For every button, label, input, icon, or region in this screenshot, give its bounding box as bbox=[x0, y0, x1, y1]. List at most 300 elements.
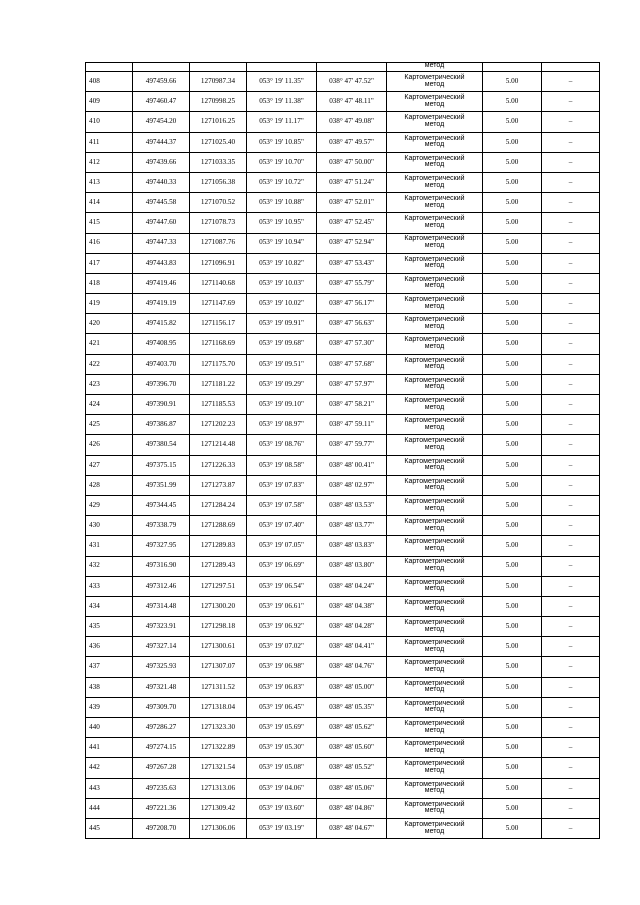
cell-extra: – bbox=[542, 516, 600, 536]
method-line-1: Картометрический bbox=[404, 73, 465, 81]
cell-point-number: 427 bbox=[86, 455, 133, 475]
cell-extra: – bbox=[542, 374, 600, 394]
cell-y-coordinate: 1271181.22 bbox=[190, 374, 247, 394]
cell-extra: – bbox=[542, 738, 600, 758]
method-line-2: метод bbox=[424, 787, 445, 795]
cell-x-coordinate: 497443.83 bbox=[133, 253, 190, 273]
cell-x-coordinate: 497447.60 bbox=[133, 213, 190, 233]
cell-point-number: 408 bbox=[86, 72, 133, 92]
cell-accuracy: 5.00 bbox=[483, 576, 542, 596]
method-line-1: Картометрический bbox=[404, 538, 465, 546]
cell-accuracy: 5.00 bbox=[483, 536, 542, 556]
cell-point-number: 434 bbox=[86, 596, 133, 616]
cell-longitude: 038° 47' 58.21" bbox=[317, 395, 387, 415]
cell-point-number: 425 bbox=[86, 415, 133, 435]
method-line-1: Картометрический bbox=[404, 820, 465, 828]
cell-accuracy: 5.00 bbox=[483, 637, 542, 657]
cell-point-number: 442 bbox=[86, 758, 133, 778]
cell-accuracy: 5.00 bbox=[483, 132, 542, 152]
cell-accuracy: 5.00 bbox=[483, 374, 542, 394]
cell-y-coordinate: 1271070.52 bbox=[190, 193, 247, 213]
table-row bbox=[86, 92, 600, 112]
method-line-2: метод bbox=[424, 484, 445, 492]
cell-accuracy: 5.00 bbox=[483, 818, 542, 838]
cell-extra: – bbox=[542, 132, 600, 152]
table-row bbox=[86, 193, 600, 213]
cell-method bbox=[387, 253, 483, 273]
cell-point-number: 415 bbox=[86, 213, 133, 233]
cell-longitude: 038° 48' 03.80" bbox=[317, 556, 387, 576]
method-line-1: Картометрический bbox=[404, 578, 465, 586]
cell-latitude: 053° 19' 11.38" bbox=[247, 92, 317, 112]
cell-extra: – bbox=[542, 778, 600, 798]
cell-latitude: 053° 19' 09.68" bbox=[247, 334, 317, 354]
method-line-1: Картометрический bbox=[404, 215, 465, 223]
table-row bbox=[86, 596, 600, 616]
cell-x-coordinate: 497396.70 bbox=[133, 374, 190, 394]
method-line-2: метод bbox=[424, 544, 445, 552]
cell-latitude: 053° 19' 09.10" bbox=[247, 395, 317, 415]
cell-y-coordinate: 1271202.23 bbox=[190, 415, 247, 435]
cell-latitude: 053° 19' 10.94" bbox=[247, 233, 317, 253]
cell-longitude: 038° 48' 05.62" bbox=[317, 718, 387, 738]
cell-point-number: 435 bbox=[86, 617, 133, 637]
method-line-1: Картометрический bbox=[404, 235, 465, 243]
cell-extra: – bbox=[542, 294, 600, 314]
table-row bbox=[86, 172, 600, 192]
cell-accuracy: 5.00 bbox=[483, 112, 542, 132]
cell-extra: – bbox=[542, 213, 600, 233]
cell-accuracy: 5.00 bbox=[483, 657, 542, 677]
table-row-continuation bbox=[86, 63, 600, 72]
cell-x-coordinate: 497419.46 bbox=[133, 273, 190, 293]
method-line-1: Картометрический bbox=[404, 316, 465, 324]
cell-accuracy: 5.00 bbox=[483, 697, 542, 717]
table-row bbox=[86, 556, 600, 576]
cell-method bbox=[387, 354, 483, 374]
cell-point-number: 430 bbox=[86, 516, 133, 536]
cell-longitude: 038° 48' 04.67" bbox=[317, 818, 387, 838]
cell-x-coordinate: 497375.15 bbox=[133, 455, 190, 475]
cell-y-coordinate: 1271185.53 bbox=[190, 395, 247, 415]
cell-y-coordinate: 1271016.25 bbox=[190, 112, 247, 132]
cell-empty bbox=[133, 63, 190, 72]
cell-extra: – bbox=[542, 657, 600, 677]
table-row bbox=[86, 818, 600, 838]
cell-extra: – bbox=[542, 253, 600, 273]
method-line-1: Картометрический bbox=[404, 195, 465, 203]
method-line-2: метод bbox=[424, 766, 445, 774]
cell-longitude: 038° 47' 57.97" bbox=[317, 374, 387, 394]
cell-latitude: 053° 19' 06.54" bbox=[247, 576, 317, 596]
cell-x-coordinate: 497459.66 bbox=[133, 72, 190, 92]
cell-longitude: 038° 48' 00.41" bbox=[317, 455, 387, 475]
cell-extra: – bbox=[542, 334, 600, 354]
cell-x-coordinate: 497325.93 bbox=[133, 657, 190, 677]
cell-extra: – bbox=[542, 536, 600, 556]
method-line-2: метод bbox=[424, 443, 445, 451]
cell-longitude: 038° 48' 04.24" bbox=[317, 576, 387, 596]
cell-extra: – bbox=[542, 556, 600, 576]
cell-latitude: 053° 19' 10.88" bbox=[247, 193, 317, 213]
cell-point-number: 445 bbox=[86, 818, 133, 838]
cell-y-coordinate: 1271306.06 bbox=[190, 818, 247, 838]
table-row bbox=[86, 435, 600, 455]
cell-latitude: 053° 19' 05.69" bbox=[247, 718, 317, 738]
cell-y-coordinate: 1271311.52 bbox=[190, 677, 247, 697]
cell-x-coordinate: 497316.90 bbox=[133, 556, 190, 576]
cell-longitude: 038° 47' 59.11" bbox=[317, 415, 387, 435]
cell-method bbox=[387, 758, 483, 778]
table-row bbox=[86, 637, 600, 657]
cell-point-number: 436 bbox=[86, 637, 133, 657]
method-line-2: метод bbox=[424, 726, 445, 734]
cell-y-coordinate: 1271078.73 bbox=[190, 213, 247, 233]
document-page bbox=[85, 62, 599, 839]
cell-extra: – bbox=[542, 455, 600, 475]
method-line-1: Картометрический bbox=[404, 558, 465, 566]
method-line-1: Картометрический bbox=[404, 518, 465, 526]
method-line-1: Картометрический bbox=[404, 719, 465, 727]
cell-x-coordinate: 497208.70 bbox=[133, 818, 190, 838]
cell-method bbox=[387, 455, 483, 475]
cell-longitude: 038° 48' 04.86" bbox=[317, 798, 387, 818]
cell-longitude: 038° 47' 52.94" bbox=[317, 233, 387, 253]
table-row bbox=[86, 455, 600, 475]
cell-method bbox=[387, 475, 483, 495]
cell-y-coordinate: 1271297.51 bbox=[190, 576, 247, 596]
cell-extra: – bbox=[542, 72, 600, 92]
cell-x-coordinate: 497454.20 bbox=[133, 112, 190, 132]
cell-y-coordinate: 1271226.33 bbox=[190, 455, 247, 475]
cell-longitude: 038° 47' 57.68" bbox=[317, 354, 387, 374]
table-row bbox=[86, 132, 600, 152]
cell-y-coordinate: 1271323.30 bbox=[190, 718, 247, 738]
cell-latitude: 053° 19' 06.83" bbox=[247, 677, 317, 697]
cell-x-coordinate: 497386.87 bbox=[133, 415, 190, 435]
method-line-1: Картометрический bbox=[404, 760, 465, 768]
cell-method-continuation: метод bbox=[387, 63, 483, 72]
cell-extra: – bbox=[542, 112, 600, 132]
cell-accuracy: 5.00 bbox=[483, 172, 542, 192]
cell-latitude: 053° 19' 06.61" bbox=[247, 596, 317, 616]
cell-longitude: 038° 47' 50.00" bbox=[317, 152, 387, 172]
method-line-1: Картометрический bbox=[404, 376, 465, 384]
cell-point-number: 440 bbox=[86, 718, 133, 738]
cell-accuracy: 5.00 bbox=[483, 617, 542, 637]
cell-empty bbox=[247, 63, 317, 72]
table-row bbox=[86, 334, 600, 354]
cell-method bbox=[387, 334, 483, 354]
cell-method bbox=[387, 294, 483, 314]
cell-extra: – bbox=[542, 798, 600, 818]
table-row bbox=[86, 213, 600, 233]
method-line-2: метод bbox=[424, 807, 445, 815]
cell-point-number: 416 bbox=[86, 233, 133, 253]
cell-accuracy: 5.00 bbox=[483, 273, 542, 293]
cell-accuracy: 5.00 bbox=[483, 415, 542, 435]
cell-longitude: 038° 47' 56.17" bbox=[317, 294, 387, 314]
cell-y-coordinate: 1271056.38 bbox=[190, 172, 247, 192]
cell-x-coordinate: 497403.70 bbox=[133, 354, 190, 374]
cell-longitude: 038° 47' 52.01" bbox=[317, 193, 387, 213]
cell-point-number: 417 bbox=[86, 253, 133, 273]
cell-longitude: 038° 47' 47.52" bbox=[317, 72, 387, 92]
table-row bbox=[86, 314, 600, 334]
cell-latitude: 053° 19' 06.92" bbox=[247, 617, 317, 637]
cell-method bbox=[387, 112, 483, 132]
cell-y-coordinate: 1271273.87 bbox=[190, 475, 247, 495]
cell-accuracy: 5.00 bbox=[483, 738, 542, 758]
method-line-1: Картометрический bbox=[404, 477, 465, 485]
cell-x-coordinate: 497274.15 bbox=[133, 738, 190, 758]
cell-accuracy: 5.00 bbox=[483, 516, 542, 536]
cell-extra: – bbox=[542, 596, 600, 616]
method-line-2: метод bbox=[424, 201, 445, 209]
method-line-1: Картометрический bbox=[404, 780, 465, 788]
cell-method bbox=[387, 536, 483, 556]
method-line-2: метод bbox=[424, 181, 445, 189]
cell-point-number: 420 bbox=[86, 314, 133, 334]
cell-x-coordinate: 497460.47 bbox=[133, 92, 190, 112]
method-line-1: Картометрический bbox=[404, 679, 465, 687]
cell-y-coordinate: 1271300.61 bbox=[190, 637, 247, 657]
method-line-2: метод bbox=[424, 322, 445, 330]
cell-latitude: 053° 19' 11.17" bbox=[247, 112, 317, 132]
table-row bbox=[86, 233, 600, 253]
cell-method bbox=[387, 677, 483, 697]
cell-method bbox=[387, 738, 483, 758]
cell-x-coordinate: 497344.45 bbox=[133, 495, 190, 515]
method-line-2: метод bbox=[424, 383, 445, 391]
cell-point-number: 429 bbox=[86, 495, 133, 515]
cell-extra: – bbox=[542, 92, 600, 112]
cell-y-coordinate: 1270987.34 bbox=[190, 72, 247, 92]
method-line-2: метод bbox=[424, 343, 445, 351]
table-row bbox=[86, 798, 600, 818]
cell-point-number: 444 bbox=[86, 798, 133, 818]
cell-accuracy: 5.00 bbox=[483, 314, 542, 334]
cell-y-coordinate: 1271298.18 bbox=[190, 617, 247, 637]
cell-latitude: 053° 19' 07.83" bbox=[247, 475, 317, 495]
cell-latitude: 053° 19' 10.70" bbox=[247, 152, 317, 172]
method-line-2: метод bbox=[424, 403, 445, 411]
cell-x-coordinate: 497415.82 bbox=[133, 314, 190, 334]
method-line-1: Картометрический bbox=[404, 598, 465, 606]
cell-longitude: 038° 48' 04.28" bbox=[317, 617, 387, 637]
cell-longitude: 038° 48' 05.60" bbox=[317, 738, 387, 758]
table-row bbox=[86, 152, 600, 172]
cell-y-coordinate: 1271087.76 bbox=[190, 233, 247, 253]
cell-y-coordinate: 1271284.24 bbox=[190, 495, 247, 515]
cell-extra: – bbox=[542, 233, 600, 253]
cell-point-number: 410 bbox=[86, 112, 133, 132]
cell-latitude: 053° 19' 08.97" bbox=[247, 415, 317, 435]
cell-point-number: 409 bbox=[86, 92, 133, 112]
cell-y-coordinate: 1271309.42 bbox=[190, 798, 247, 818]
cell-x-coordinate: 497321.48 bbox=[133, 677, 190, 697]
cell-longitude: 038° 47' 52.45" bbox=[317, 213, 387, 233]
cell-accuracy: 5.00 bbox=[483, 778, 542, 798]
cell-method bbox=[387, 152, 483, 172]
method-line-1: Картометрический bbox=[404, 437, 465, 445]
cell-latitude: 053° 19' 07.40" bbox=[247, 516, 317, 536]
method-line-1: Картометрический bbox=[404, 800, 465, 808]
cell-y-coordinate: 1271140.68 bbox=[190, 273, 247, 293]
method-line-2: метод bbox=[424, 625, 445, 633]
cell-y-coordinate: 1271313.06 bbox=[190, 778, 247, 798]
cell-method bbox=[387, 516, 483, 536]
table-row bbox=[86, 495, 600, 515]
table-row bbox=[86, 718, 600, 738]
method-line-2: метод bbox=[424, 161, 445, 169]
cell-method bbox=[387, 637, 483, 657]
table-row bbox=[86, 72, 600, 92]
cell-x-coordinate: 497327.95 bbox=[133, 536, 190, 556]
method-line-1: Картометрический bbox=[404, 174, 465, 182]
method-line-1: Картометрический bbox=[404, 497, 465, 505]
cell-longitude: 038° 48' 05.06" bbox=[317, 778, 387, 798]
method-line-2: метод bbox=[424, 504, 445, 512]
table-body bbox=[86, 63, 600, 839]
cell-x-coordinate: 497327.14 bbox=[133, 637, 190, 657]
cell-x-coordinate: 497380.54 bbox=[133, 435, 190, 455]
method-line-2: метод bbox=[424, 827, 445, 835]
cell-accuracy: 5.00 bbox=[483, 596, 542, 616]
cell-y-coordinate: 1271321.54 bbox=[190, 758, 247, 778]
cell-point-number: 422 bbox=[86, 354, 133, 374]
cell-extra: – bbox=[542, 152, 600, 172]
cell-longitude: 038° 48' 03.53" bbox=[317, 495, 387, 515]
cell-method bbox=[387, 415, 483, 435]
table-row bbox=[86, 354, 600, 374]
cell-method bbox=[387, 778, 483, 798]
cell-method bbox=[387, 314, 483, 334]
cell-extra: – bbox=[542, 718, 600, 738]
cell-x-coordinate: 497444.37 bbox=[133, 132, 190, 152]
cell-accuracy: 5.00 bbox=[483, 253, 542, 273]
method-line-2: метод bbox=[424, 242, 445, 250]
cell-x-coordinate: 497323.91 bbox=[133, 617, 190, 637]
method-line-2: метод bbox=[424, 645, 445, 653]
cell-y-coordinate: 1271289.43 bbox=[190, 556, 247, 576]
cell-latitude: 053° 19' 08.58" bbox=[247, 455, 317, 475]
cell-extra: – bbox=[542, 758, 600, 778]
table-row bbox=[86, 253, 600, 273]
cell-method bbox=[387, 435, 483, 455]
cell-method bbox=[387, 798, 483, 818]
cell-latitude: 053° 19' 05.30" bbox=[247, 738, 317, 758]
cell-accuracy: 5.00 bbox=[483, 758, 542, 778]
cell-x-coordinate: 497351.99 bbox=[133, 475, 190, 495]
method-line-1: Картометрический bbox=[404, 114, 465, 122]
cell-accuracy: 5.00 bbox=[483, 455, 542, 475]
cell-method bbox=[387, 596, 483, 616]
table-row bbox=[86, 273, 600, 293]
cell-extra: – bbox=[542, 576, 600, 596]
method-line-1: Картометрический bbox=[404, 659, 465, 667]
cell-longitude: 038° 48' 04.76" bbox=[317, 657, 387, 677]
cell-extra: – bbox=[542, 617, 600, 637]
cell-x-coordinate: 497221.36 bbox=[133, 798, 190, 818]
table-row bbox=[86, 576, 600, 596]
cell-extra: – bbox=[542, 435, 600, 455]
cell-method bbox=[387, 233, 483, 253]
cell-extra: – bbox=[542, 172, 600, 192]
cell-method bbox=[387, 818, 483, 838]
cell-method bbox=[387, 132, 483, 152]
method-line-1: Картометрический bbox=[404, 356, 465, 364]
cell-accuracy: 5.00 bbox=[483, 395, 542, 415]
cell-longitude: 038° 48' 02.97" bbox=[317, 475, 387, 495]
cell-point-number: 441 bbox=[86, 738, 133, 758]
cell-accuracy: 5.00 bbox=[483, 354, 542, 374]
cell-point-number: 437 bbox=[86, 657, 133, 677]
cell-y-coordinate: 1271322.89 bbox=[190, 738, 247, 758]
table-row bbox=[86, 758, 600, 778]
method-line-2: метод bbox=[424, 585, 445, 593]
cell-point-number: 431 bbox=[86, 536, 133, 556]
method-line-2: метод bbox=[424, 100, 445, 108]
cell-point-number: 419 bbox=[86, 294, 133, 314]
cell-latitude: 053° 19' 06.45" bbox=[247, 697, 317, 717]
cell-y-coordinate: 1271289.83 bbox=[190, 536, 247, 556]
cell-method bbox=[387, 72, 483, 92]
cell-latitude: 053° 19' 10.82" bbox=[247, 253, 317, 273]
table-row bbox=[86, 778, 600, 798]
cell-method bbox=[387, 556, 483, 576]
method-line-2: метод bbox=[424, 524, 445, 532]
cell-longitude: 038° 48' 05.52" bbox=[317, 758, 387, 778]
method-line-1: Картометрический bbox=[404, 134, 465, 142]
cell-latitude: 053° 19' 10.95" bbox=[247, 213, 317, 233]
cell-longitude: 038° 47' 59.77" bbox=[317, 435, 387, 455]
cell-y-coordinate: 1271318.04 bbox=[190, 697, 247, 717]
cell-accuracy: 5.00 bbox=[483, 556, 542, 576]
cell-latitude: 053° 19' 04.06" bbox=[247, 778, 317, 798]
cell-empty bbox=[190, 63, 247, 72]
table-row bbox=[86, 617, 600, 637]
cell-extra: – bbox=[542, 495, 600, 515]
cell-latitude: 053° 19' 05.08" bbox=[247, 758, 317, 778]
cell-extra: – bbox=[542, 193, 600, 213]
cell-extra: – bbox=[542, 314, 600, 334]
method-line-1: Картометрический bbox=[404, 154, 465, 162]
cell-method bbox=[387, 576, 483, 596]
cell-point-number: 443 bbox=[86, 778, 133, 798]
cell-accuracy: 5.00 bbox=[483, 798, 542, 818]
cell-longitude: 038° 48' 03.77" bbox=[317, 516, 387, 536]
cell-longitude: 038° 47' 55.79" bbox=[317, 273, 387, 293]
cell-x-coordinate: 497440.33 bbox=[133, 172, 190, 192]
method-line-2: метод bbox=[424, 80, 445, 88]
cell-empty bbox=[483, 63, 542, 72]
cell-extra: – bbox=[542, 677, 600, 697]
cell-y-coordinate: 1271168.69 bbox=[190, 334, 247, 354]
cell-accuracy: 5.00 bbox=[483, 72, 542, 92]
method-line-2: метод bbox=[424, 746, 445, 754]
cell-accuracy: 5.00 bbox=[483, 213, 542, 233]
table-row bbox=[86, 738, 600, 758]
method-line-1: Картометрический bbox=[404, 255, 465, 263]
cell-extra: – bbox=[542, 637, 600, 657]
cell-x-coordinate: 497338.79 bbox=[133, 516, 190, 536]
method-line-2: метод bbox=[424, 464, 445, 472]
method-line-2: метод bbox=[424, 302, 445, 310]
table-row bbox=[86, 294, 600, 314]
cell-method bbox=[387, 718, 483, 738]
cell-y-coordinate: 1271025.40 bbox=[190, 132, 247, 152]
